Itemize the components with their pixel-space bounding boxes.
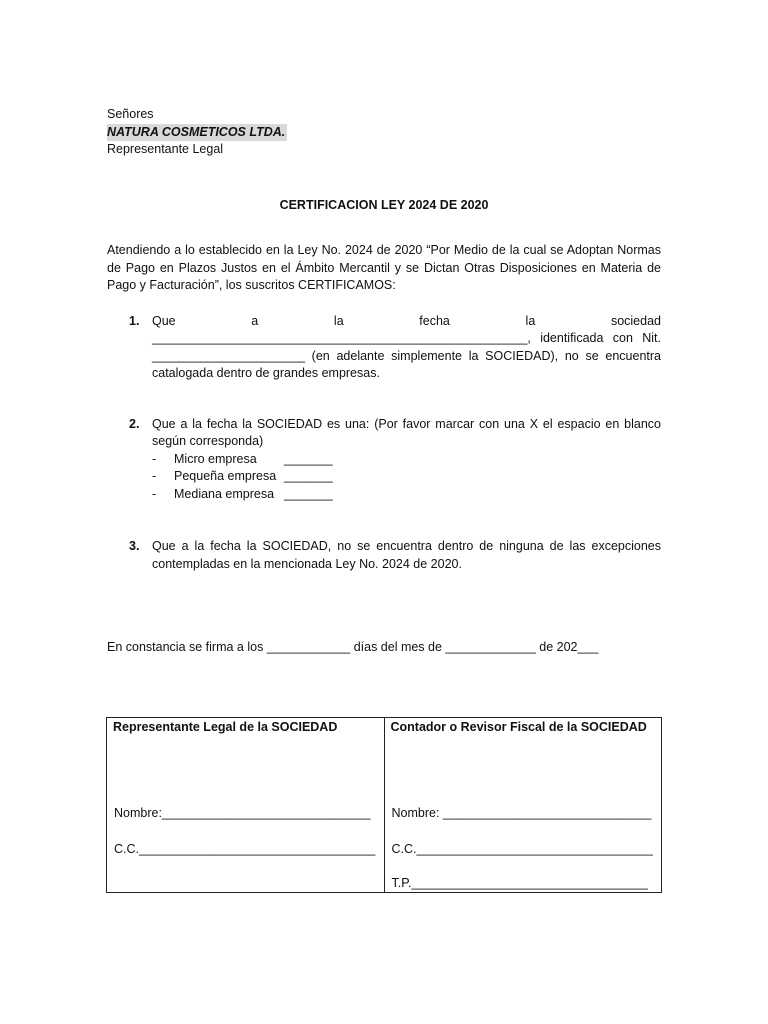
signature-cell-accountant: [384, 718, 662, 893]
name-field[interactable]: Nombre:______________________________: [114, 806, 371, 820]
item-text: Que a la fecha la SOCIEDAD es una: (Por favor marcar con una X el espacio en blanco según corresponda): [152, 416, 661, 448]
cc-field[interactable]: C.C.__________________________________: [114, 842, 376, 856]
signature-cell-legal-rep: [107, 718, 385, 893]
option-blank[interactable]: _______: [284, 469, 333, 483]
salutation: Señores: [107, 107, 154, 121]
address-block: [107, 106, 661, 159]
item-text: Que a la fecha la sociedad ______________________________________________________, identificada con Nit. ______________________ (en adelante simplemente la SOCIEDAD), no se encuentra catalogada dentro de grandes empresas.: [152, 313, 661, 380]
name-field[interactable]: Nombre: ______________________________: [391, 806, 652, 820]
item-text: Que a la fecha la SOCIEDAD, no se encuentra dentro de ninguna de las excepciones contempladas en la mencionada Ley No. 2024 de 2020.: [152, 539, 661, 571]
recipient-role: Representante Legal: [107, 142, 224, 156]
company-size-options: [152, 451, 661, 504]
signature-table: [106, 717, 662, 893]
item-number: 1.: [129, 313, 140, 328]
option-blank[interactable]: _______: [284, 486, 333, 501]
option-mediana[interactable]: - Mediana empresa _______: [152, 486, 661, 504]
intro-paragraph: Atendiendo a lo establecido en la Ley No. 2024 de 2020 “Por Medio de la cual se Adoptan Normas de Pago en Plazos Justos en el Ámbito Mercantil y se Dictan Otras Disposiciones en Materia de Pago y Facturación”, los suscritos CERTIFICAMOS:: [107, 243, 661, 292]
option-label: Mediana empresa: [174, 486, 275, 501]
signing-date-line: En constancia se firma a los ____________ días del mes de _____________ de 202___: [107, 640, 599, 654]
option-label: Pequeña empresa: [174, 469, 277, 483]
document-body: [107, 106, 661, 657]
option-label: Micro empresa: [174, 451, 257, 466]
list-item-3: [129, 538, 661, 573]
cc-field[interactable]: C.C.__________________________________: [391, 842, 653, 856]
option-pequena[interactable]: - Pequeña empresa _______: [152, 468, 661, 486]
signature-heading: Representante Legal de la SOCIEDAD: [113, 720, 338, 734]
option-micro[interactable]: - Micro empresa _______: [152, 451, 661, 469]
company-name: NATURA COSMETICOS LTDA.: [107, 124, 287, 142]
signature-heading: Contador o Revisor Fiscal de la SOCIEDAD: [390, 720, 647, 734]
list-item-2: [129, 416, 661, 504]
item-number: 2.: [129, 416, 140, 431]
option-blank[interactable]: _______: [284, 451, 333, 466]
tp-field[interactable]: T.P.__________________________________: [391, 876, 648, 890]
item-number: 3.: [129, 539, 140, 553]
document-title: CERTIFICACION LEY 2024 DE 2020: [279, 197, 489, 212]
list-item-1: [129, 313, 661, 383]
